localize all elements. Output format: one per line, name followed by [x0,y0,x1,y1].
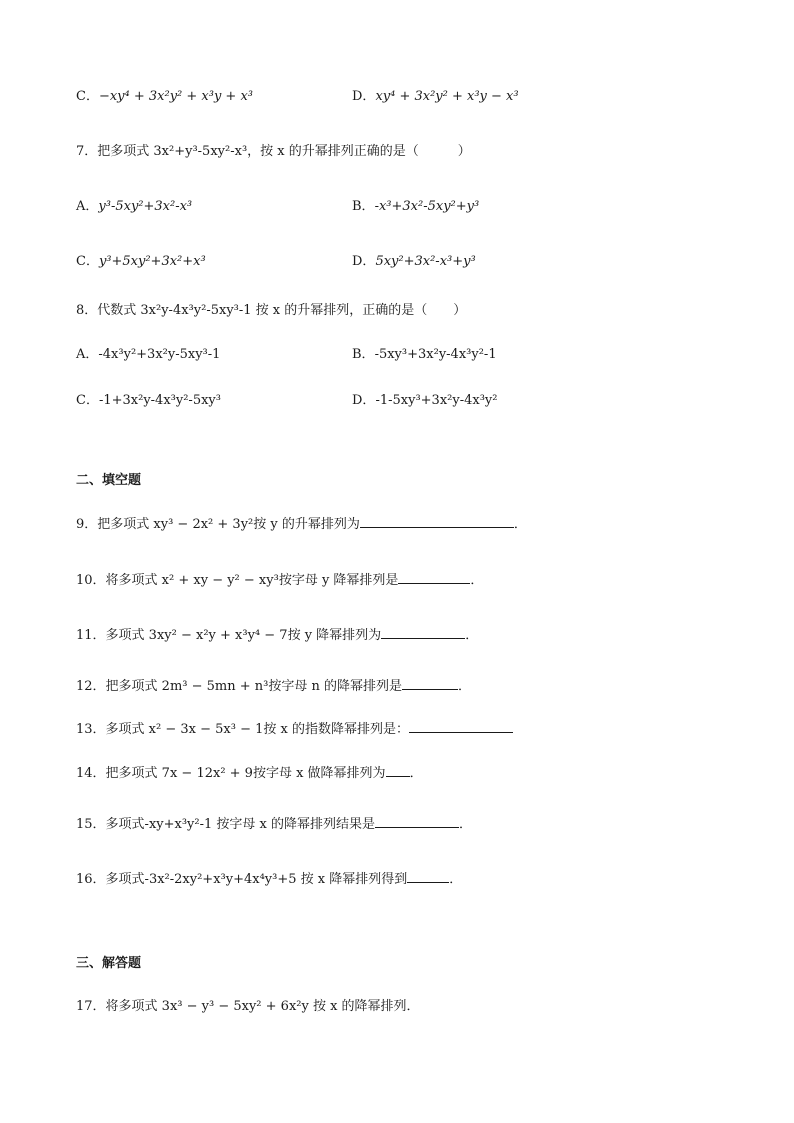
q6-option-d [352,88,519,106]
option-label: C． [76,393,99,408]
question-text: 把多项式 7x − 12x² + 9按字母 x 做降幂排列为 [105,766,386,781]
question-13 [76,720,513,739]
q8-stem: 8．代数式 3x²y-4x³y²-5xy³-1 按 x 的升幂排列，正确的是（ ） [76,303,467,318]
option-expr: xy⁴ + 3x²y² + x³y − x³ [375,89,519,104]
answer-blank[interactable] [381,626,465,639]
question-text: 多项式-xy+x³y²-1 按字母 x 的降幂排列结果是 [105,817,375,832]
option-expr: -1+3x²y-4x³y²-5xy³ [98,393,221,408]
q8-option-a [76,346,220,364]
answer-blank[interactable] [398,571,470,584]
question-end: ． [459,817,473,832]
question-number: 11． [76,628,106,643]
question-end: ． [409,766,423,781]
question-10 [76,571,483,590]
q7-stem: 7．把多项式 3x²+y³-5xy²-x³，按 x 的升幂排列正确的是（ ） [76,144,471,159]
option-expr: -x³+3x²-5xy²+y³ [374,199,480,214]
option-label: A． [76,347,99,362]
question-text: 将多项式 x² + xy − y² − xy³按字母 y 降幂排列是 [105,573,399,588]
question-15 [76,815,472,834]
section-heading-answer: 三、解答题 [76,956,142,971]
option-expr: −xy⁴ + 3x²y² + x³y + x³ [98,89,254,104]
answer-blank[interactable] [402,677,458,690]
q8-option-b [352,346,497,364]
question-end: ． [449,872,463,887]
option-label: D． [352,393,376,408]
answer-blank[interactable] [409,720,513,733]
question-text: 多项式 x² − 3x − 5x³ − 1按 x 的指数降幂排列是： [105,722,409,737]
option-label: D． [352,254,376,269]
option-expr: y³-5xy²+3x²-x³ [98,199,193,214]
option-expr: 5xy²+3x²-x³+y³ [375,254,476,269]
question-end: ． [513,517,527,532]
question-17: 17．将多项式 3x³ − y³ − 5xy² + 6x²y 按 x 的降幂排列． [76,999,420,1014]
question-number: 9． [76,517,98,532]
option-label: A． [76,199,99,214]
question-9 [76,515,527,534]
question-end: ． [465,628,479,643]
question-11 [76,626,478,645]
q8-option-c [76,392,221,410]
question-text: 多项式-3x²-2xy²+x³y+4x⁴y³+5 按 x 降幂排列得到 [105,872,408,887]
question-number: 12． [76,679,106,694]
question-number: 13． [76,722,106,737]
section-heading-fill-in: 二、填空题 [76,473,142,488]
answer-blank[interactable] [407,870,449,883]
question-text: 多项式 3xy² − x²y + x³y⁴ − 7按 y 降幂排列为 [105,628,382,643]
question-14 [76,764,423,783]
question-number: 14． [76,766,106,781]
option-label: C． [76,89,99,104]
answer-blank[interactable] [386,764,410,777]
q7-option-a [76,198,192,216]
option-label: D． [352,89,376,104]
option-label: C． [76,254,99,269]
question-text: 把多项式 xy³ − 2x² + 3y²按 y 的升幂排列为 [97,517,360,532]
option-label: B． [352,347,375,362]
q7-option-d [352,253,476,271]
q7-option-c [76,253,206,271]
question-end: ． [458,679,472,694]
option-label: B． [352,199,375,214]
question-text: 把多项式 2m³ − 5mn + n³按字母 n 的降幂排列是 [105,679,402,694]
option-expr: -4x³y²+3x²y-5xy³-1 [98,347,221,362]
question-number: 16． [76,872,106,887]
question-12 [76,677,471,696]
q7-option-b [352,198,479,216]
option-expr: -1-5xy³+3x²y-4x³y² [375,393,498,408]
answer-blank[interactable] [375,815,459,828]
option-expr: -5xy³+3x²y-4x³y²-1 [374,347,497,362]
question-end: ． [470,573,484,588]
question-16 [76,870,462,889]
question-number: 10． [76,573,106,588]
answer-blank[interactable] [360,515,514,528]
question-number: 15． [76,817,106,832]
q8-option-d [352,392,497,410]
q6-option-c [76,88,253,106]
option-expr: y³+5xy²+3x²+x³ [98,254,206,269]
